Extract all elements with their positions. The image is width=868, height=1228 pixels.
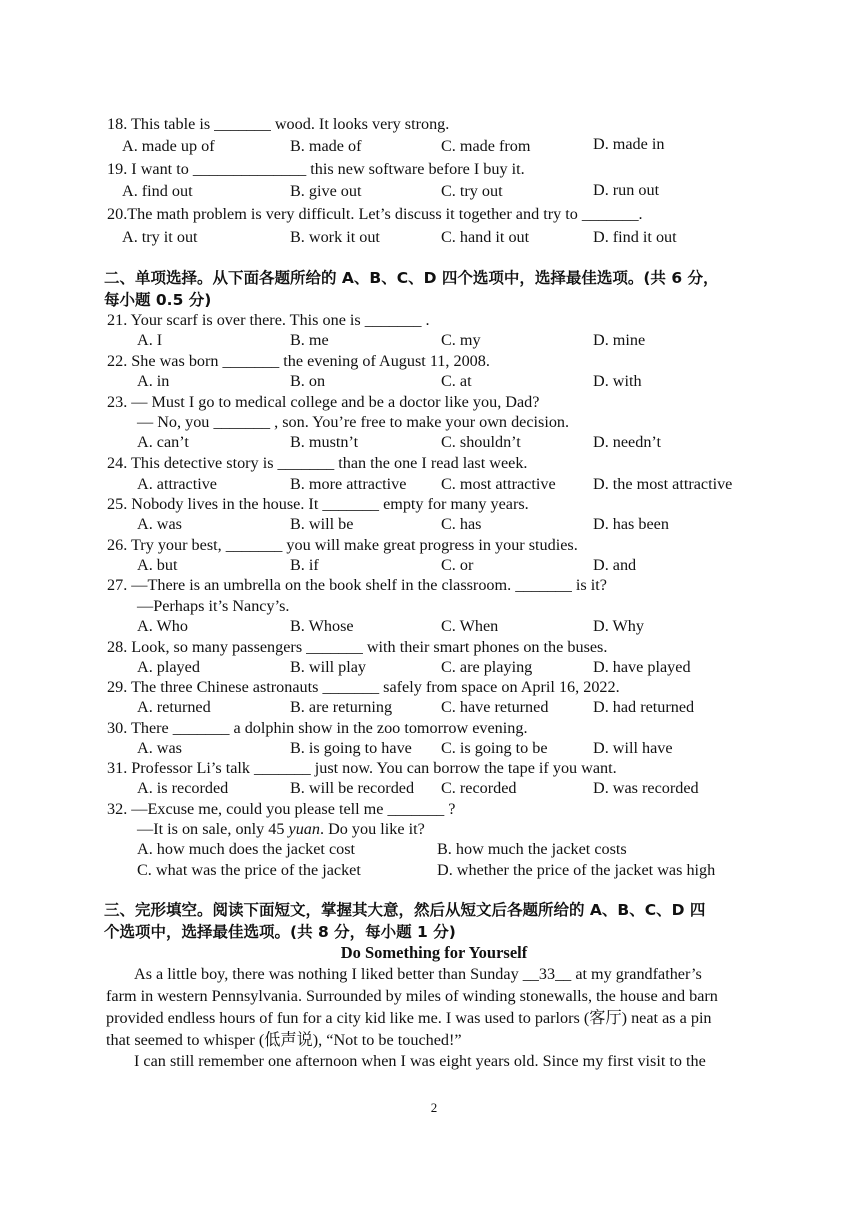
question-stem: 24. This detective story is _______ than the one I read last week. [107,454,528,472]
option-a: A. is recorded [137,779,229,797]
option-a: A. can’t [137,433,189,451]
section-heading: 三、完形填空。阅读下面短文，掌握其大意，然后从短文后各题所给的 A、B、C、D 四 [104,901,706,919]
option-c: C. has [441,515,482,533]
option-a: A. but [137,556,178,574]
option-d: D. has been [593,515,669,533]
option-d: D. will have [593,739,673,757]
question-stem: 19. I want to ______________ this new software before I buy it. [107,160,525,178]
option-b: B. made of [290,137,362,155]
option-a: A. played [137,658,200,676]
stem-text: . Do you like it? [320,820,425,838]
passage-title: Do Something for Yourself [340,943,528,962]
passage-line: provided endless hours of fun for a city kid like me. I was used to parlors (客厅) neat as a pin [106,1009,712,1027]
option-b: B. work it out [290,228,380,246]
option-d: D. needn’t [593,433,662,451]
option-b: B. are returning [290,698,393,716]
option-b: B. if [290,556,319,574]
option-c: C. my [441,331,481,349]
option-b: B. more attractive [290,475,407,493]
option-d: D. mine [593,331,646,349]
option-c: C. what was the price of the jacket [137,861,361,879]
question-stem: 29. The three Chinese astronauts _______ safely from space on April 16, 2022. [107,678,620,696]
question-stem: 28. Look, so many passengers _______ with their smart phones on the buses. [107,638,608,656]
option-c: C. shouldn’t [441,433,521,451]
option-a: A. how much does the jacket cost [137,840,356,858]
passage-line: I can still remember one afternoon when I was eight years old. Since my first visit to the [134,1052,706,1070]
option-a: A. in [137,372,170,390]
option-a: A. was [137,515,182,533]
option-b: B. me [290,331,329,349]
option-a: A. Who [137,617,188,635]
section-heading-cont: 每小题 0.5 分) [104,291,212,309]
question-stem: 20.The math problem is very difficult. Let’s discuss it together and try to _______. [107,205,643,223]
question-stem: 30. There _______ a dolphin show in the zoo tomorrow evening. [107,719,528,737]
stem-text: —It is on sale, only 45 [137,820,289,838]
passage-line: farm in western Pennsylvania. Surrounded by miles of winding stonewalls, the house and barn [106,987,718,1005]
section-heading-cont: 个选项中，选择最佳选项。(共 8 分，每小题 1 分) [104,923,456,941]
question-stem: 26. Try your best, _______ you will make great progress in your studies. [107,536,578,554]
passage-line: As a little boy, there was nothing I liked better than Sunday __33__ at my grandfather’s [134,965,702,983]
option-b: B. Whose [290,617,354,635]
option-d: D. and [593,556,637,574]
option-c: C. are playing [441,658,533,676]
option-b: B. give out [290,182,362,200]
option-a: A. attractive [137,475,217,493]
question-stem: 23. — Must I go to medical college and be a doctor like you, Dad? [107,393,540,411]
option-a: A. try it out [122,228,198,246]
question-stem: 27. —There is an umbrella on the book shelf in the classroom. _______ is it? [107,576,607,594]
question-stem: 25. Nobody lives in the house. It _______ empty for many years. [107,495,529,513]
page-number: 2 [430,1100,438,1115]
question-stem-line2: —Perhaps it’s Nancy’s. [137,597,290,615]
option-b: B. will be recorded [290,779,415,797]
option-c: C. recorded [441,779,517,797]
question-stem: 32. —Excuse me, could you please tell me _______ ? [107,800,456,818]
option-d: D. find it out [593,228,677,246]
option-b: B. is going to have [290,739,412,757]
option-c: C. most attractive [441,475,556,493]
option-c: C. is going to be [441,739,548,757]
option-c: C. made from [441,137,531,155]
question-stem: 22. She was born _______ the evening of August 11, 2008. [107,352,490,370]
option-b: B. how much the jacket costs [437,840,627,858]
option-a: A. made up of [122,137,215,155]
option-d: D. have played [593,658,691,676]
option-d: D. was recorded [593,779,699,797]
option-b: B. will play [290,658,366,676]
section-heading: 二、单项选择。从下面各题所给的 A、B、C、D 四个选项中，选择最佳选项。(共 6 分， [104,269,719,287]
option-d: D. Why [593,617,644,635]
option-c: C. When [441,617,499,635]
passage-line: that seemed to whisper (低声说), “Not to be touched!” [106,1031,462,1049]
question-stem: 18. This table is _______ wood. It looks very strong. [107,115,450,133]
option-b: B. mustn’t [290,433,359,451]
question-stem: 21. Your scarf is over there. This one is _______ . [107,311,430,329]
option-d: D. with [593,372,642,390]
option-c: C. have returned [441,698,549,716]
option-a: A. find out [122,182,193,200]
stem-emphasis: yuan [288,820,320,838]
option-c: C. hand it out [441,228,530,246]
option-a: A. was [137,739,182,757]
option-b: B. on [290,372,326,390]
question-stem: 31. Professor Li’s talk _______ just now. You can borrow the tape if you want. [107,759,617,777]
question-stem-line2: — No, you _______ , son. You’re free to make your own decision. [137,413,570,431]
option-c: C. at [441,372,472,390]
option-a: A. returned [137,698,211,716]
option-a: A. I [137,331,163,349]
question-stem-line2 [137,819,425,839]
option-c: C. or [441,556,474,574]
option-d: D. whether the price of the jacket was high [437,861,716,879]
option-d: D. the most attractive [593,475,733,493]
option-d: D. made in [593,135,665,153]
option-d: D. run out [593,181,660,199]
option-d: D. had returned [593,698,695,716]
option-b: B. will be [290,515,354,533]
option-c: C. try out [441,182,503,200]
